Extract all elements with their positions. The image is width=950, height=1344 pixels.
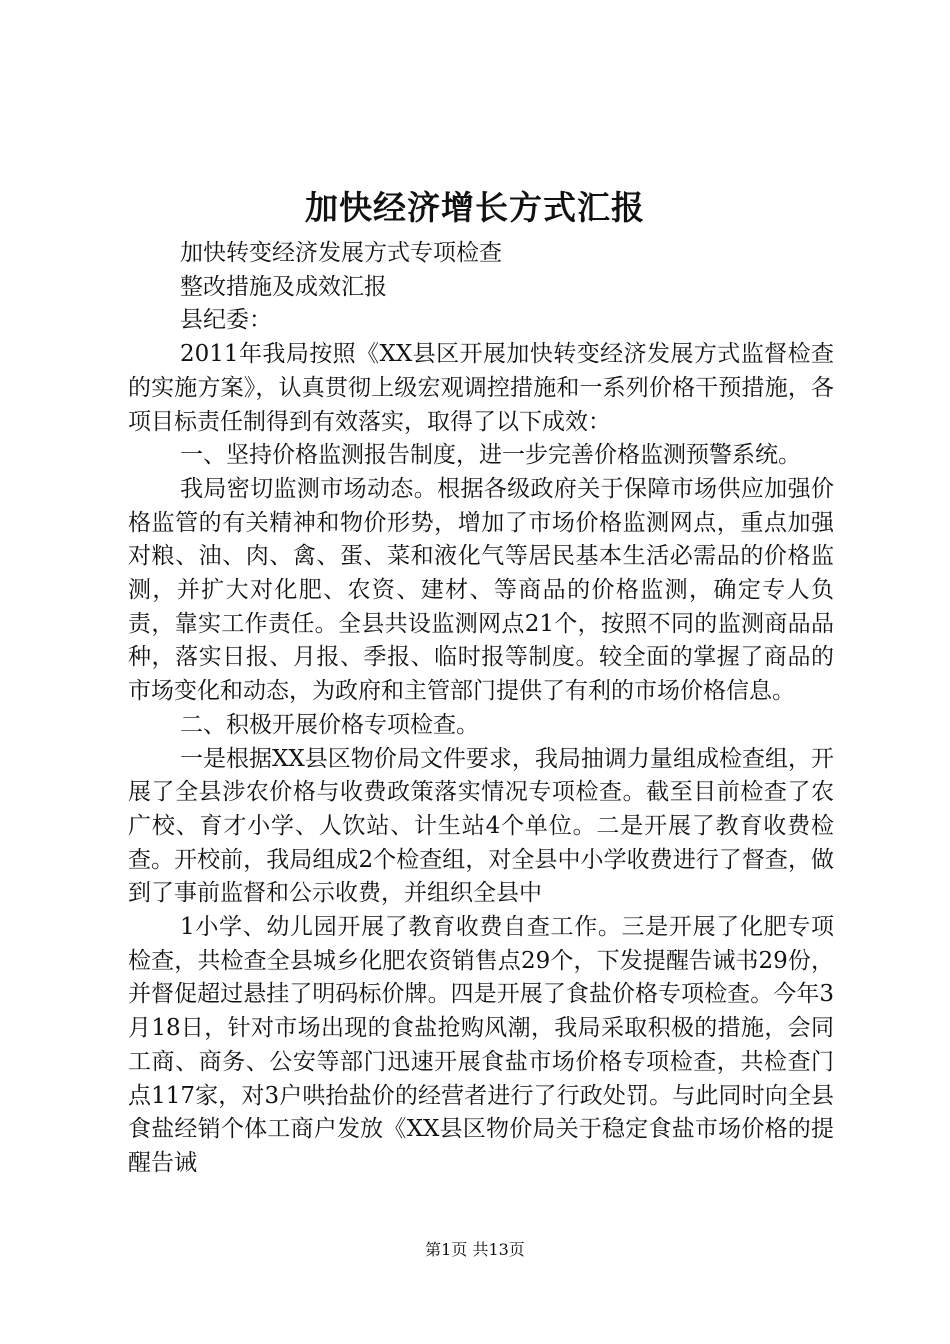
page-footer: 第1页 共13页 [425,1240,525,1259]
paragraph-salutation: 县纪委： [180,307,272,334]
document-body [128,237,834,1181]
paragraph-monitoring: 我局密切监测市场动态。根据各级政府关于保障市场供应加强价格监管的有关精神和物价形势，增加了市场价格监测网点，重点加强对粮、油、肉、禽、蛋、菜和液化气等居民基本生活必需品的价格监测，并扩大对化肥、农资、建材、等商品的价格监测，确定专人负责，靠实工作责任。全县共设监测网点21个，按照不同的监测商品品种，落实日报、月报、季报、临时报等制度。较全面的掌握了商品的市场变化和动态，为政府和主管部门提供了有利的市场价格信息。 [128,475,834,705]
paragraph-inspection-1: 一是根据XX县区物价局文件要求，我局抽调力量组成检查组，开展了全县涉农价格与收费政策落实情况专项检查。截至目前检查了农广校、育才小学、人饮站、计生站4个单位。二是开展了教育收费检查。开校前，我局组成2个检查组，对全县中小学收费进行了督查，做到了事前监督和公示收费，并组织全县中 [128,745,834,907]
paragraph-subtitle-2: 整改措施及成效汇报 [180,273,387,300]
paragraph-heading-1: 一、坚持价格监测报告制度，进一步完善价格监测预警系统。 [180,442,801,469]
paragraph-intro: 2011年我局按照《XX县区开展加快转变经济发展方式监督检查的实施方案》，认真贯彻上级宏观调控措施和一系列价格干预措施，各项目标责任制得到有效落实，取得了以下成效： [128,341,834,435]
paragraph-subtitle-1: 加快转变经济发展方式专项检查 [180,240,502,266]
paragraph-inspection-2: 1小学、幼儿园开展了教育收费自查工作。三是开展了化肥专项检查，共检查全县城乡化肥农资销售点29个，下发提醒告诫书29份，并督促超过悬挂了明码标价牌。四是开展了食盐价格专项检查。今年3月18日，针对市场出现的食盐抢购风潮，我局采取积极的措施，会同工商、商务、公安等部门迅速开展食盐市场价格专项检查，共检查门点117家，对3户哄抬盐价的经营者进行了行政处罚。与此同时向全县食盐经销个体工商户发放《XX县区物价局关于稳定食盐市场价格的提醒告诫 [128,914,834,1176]
paragraph-heading-2: 二、积极开展价格专项检查。 [180,711,479,738]
document-title: 加快经济增长方式汇报 [305,188,645,227]
